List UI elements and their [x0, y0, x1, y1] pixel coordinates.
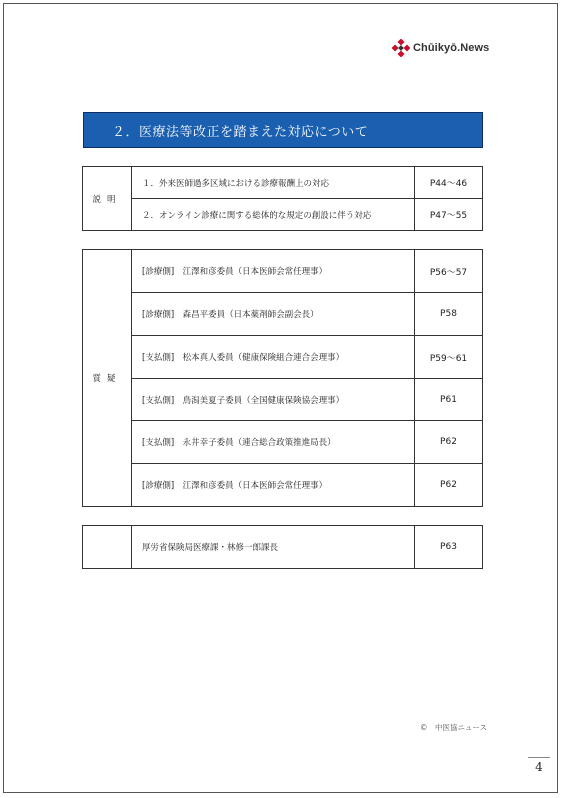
question-item: [診療側] 森昌平委員（日本薬剤師会副会長）: [132, 293, 415, 336]
table-row: [83, 379, 483, 421]
questions-table: [82, 249, 483, 507]
response-table: [82, 525, 483, 569]
page-number-rule: [528, 757, 550, 758]
section-header: [83, 112, 483, 148]
question-item: [支払側] 永井幸子委員（連合総合政策推進局長）: [132, 421, 415, 464]
section-title: ２．医療法等改正を踏まえた対応について: [112, 124, 369, 140]
explanation-item-2: ２．オンライン診療に関する総体的な規定の創設に伴う対応: [132, 199, 415, 231]
question-item: [診療側] 江澤和彦委員（日本医師会常任理事）: [132, 464, 415, 507]
page-ref: P44～46: [415, 167, 483, 199]
category-response: [83, 526, 132, 569]
page-number: 4: [535, 760, 543, 774]
category-explanation: 説明: [83, 167, 132, 231]
table-row: [83, 199, 483, 231]
explanation-item-1: １．外来医師過多区域における診療報酬上の対応: [132, 167, 415, 199]
table-row: [83, 526, 483, 569]
response-item: 厚労省保険局医療課・林修一郎課長: [132, 526, 415, 569]
page-ref: P47～55: [415, 199, 483, 231]
table-row: [83, 336, 483, 379]
question-item: [支払側] 鳥潟美夏子委員（全国健康保険協会理事）: [132, 379, 415, 421]
table-row: [83, 464, 483, 507]
logo-text: Chūikyō.News: [413, 42, 490, 54]
page-ref: P61: [415, 379, 483, 421]
table-row: [83, 293, 483, 336]
page-ref: P56～57: [415, 250, 483, 293]
question-item: [支払側] 松本真人委員（健康保険組合連合会理事）: [132, 336, 415, 379]
page-ref: P62: [415, 421, 483, 464]
question-item: [診療側] 江澤和彦委員（日本医師会常任理事）: [132, 250, 415, 293]
page-ref: P58: [415, 293, 483, 336]
logo: [392, 38, 489, 58]
table-row: [83, 167, 483, 199]
page-ref: P59～61: [415, 336, 483, 379]
page-ref: P62: [415, 464, 483, 507]
copyright: © 中医協ニュース: [420, 723, 488, 732]
category-questions: 質疑: [83, 250, 132, 507]
table-row: [83, 250, 483, 293]
page-ref: P63: [415, 526, 483, 569]
logo-mark-icon: [392, 39, 410, 57]
explanation-table: [82, 166, 483, 231]
table-row: [83, 421, 483, 464]
